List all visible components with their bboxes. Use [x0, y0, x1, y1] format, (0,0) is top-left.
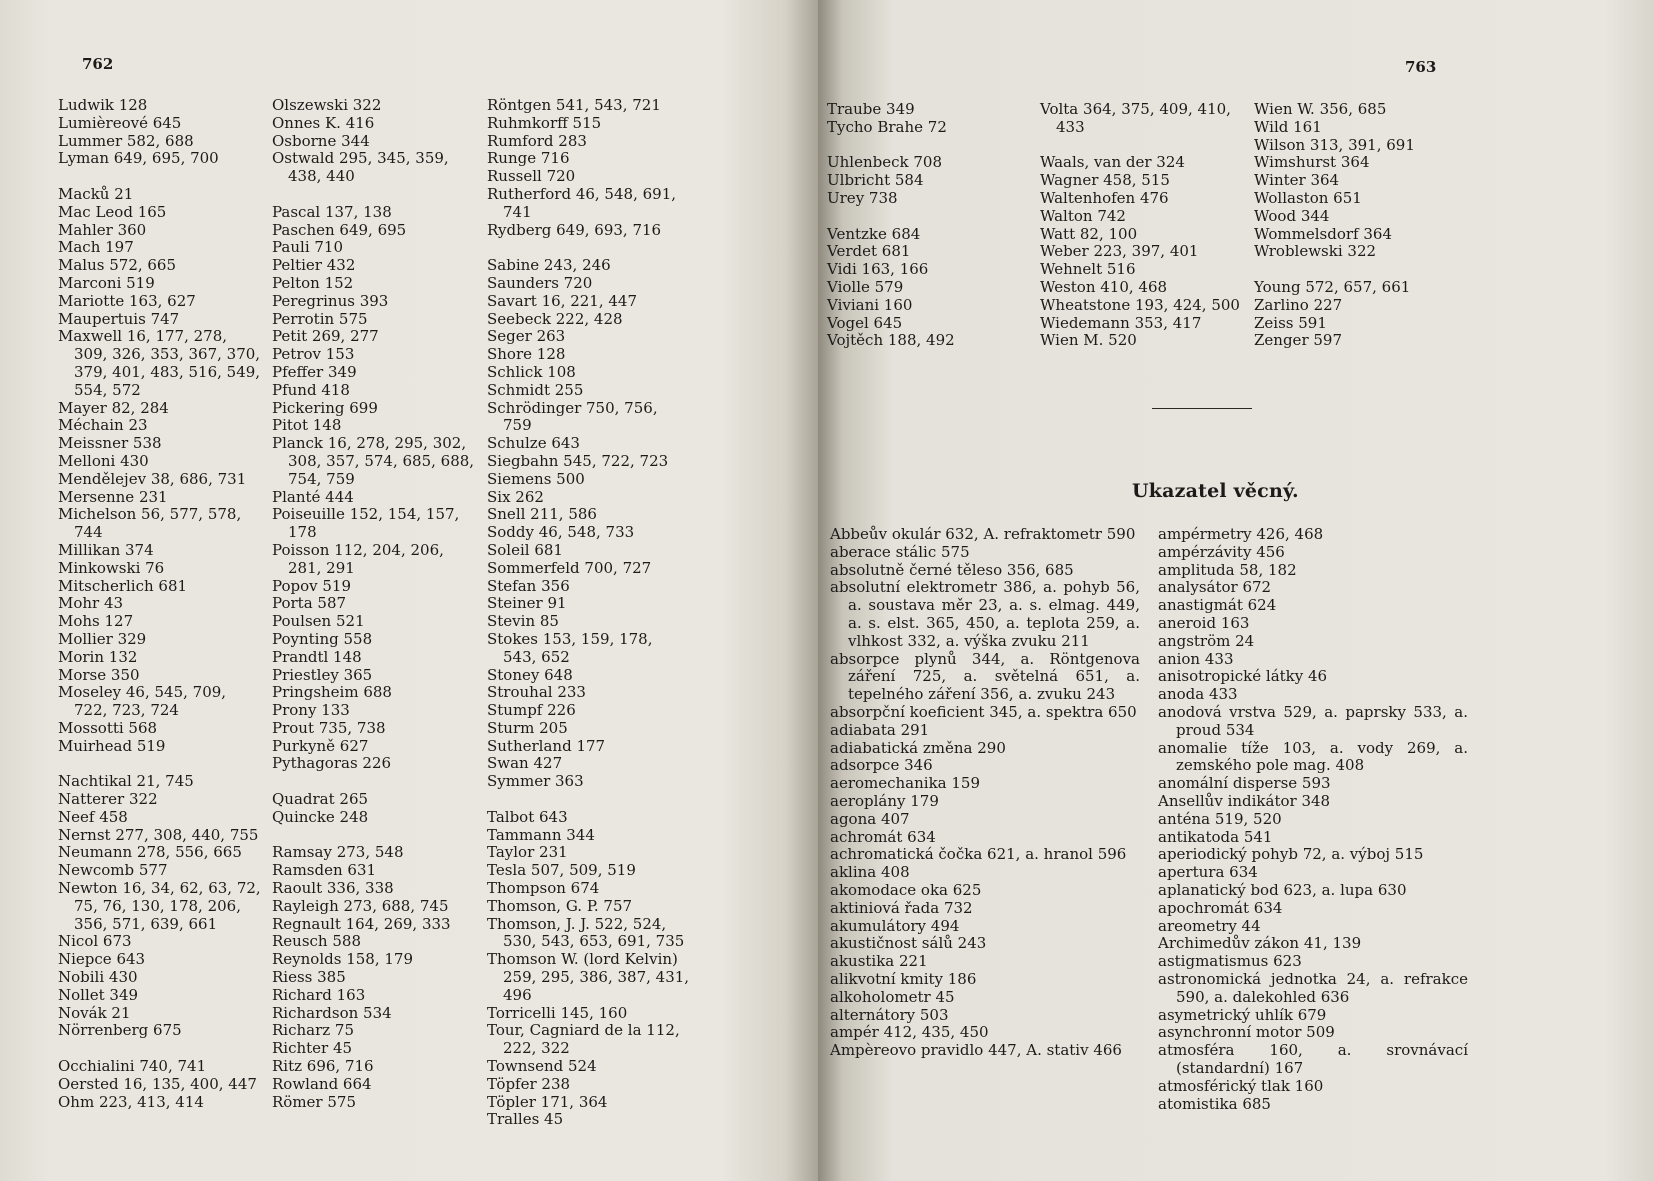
index-entry: Reynolds 158, 179: [272, 950, 413, 969]
index-entry: Ramsay 273, 548: [272, 843, 404, 862]
index-entry: Wilson 313, 391, 691: [1254, 135, 1415, 154]
index-entry: Mayer 82, 284: [58, 398, 169, 417]
index-entry: Siemens 500: [487, 469, 585, 488]
index-entry: anténa 519, 520: [1158, 809, 1282, 828]
index-entry: Young 572, 657, 661: [1254, 277, 1411, 296]
index-entry: Nernst 277, 308, 440, 755: [58, 825, 259, 844]
index-entry: Richter 45: [272, 1039, 353, 1058]
index-entry: Runge 716: [487, 149, 570, 168]
index-entry: Abbeův okulár 632, A. refraktometr 590: [830, 525, 1136, 543]
index-entry: anomalie tíže 103, a. vody 269, a. zemského pole mag. 408: [1158, 738, 1468, 775]
index-entry: Occhialini 740, 741: [58, 1057, 207, 1076]
index-entry: Vogel 645: [827, 313, 903, 332]
index-entry: Richardson 534: [272, 1003, 392, 1022]
index-entry: Mossotti 568: [58, 718, 158, 737]
letter-gap: [1254, 261, 1454, 279]
index-entry: Ramsden 631: [272, 861, 377, 880]
name-index-column-2: [272, 97, 475, 1111]
letter-gap: [827, 137, 1027, 155]
index-entry: Poulsen 521: [272, 612, 365, 631]
index-entry: Mersenne 231: [58, 487, 168, 506]
index-entry: Paschen 649, 695: [272, 220, 407, 239]
index-entry: Weber 223, 397, 401: [1040, 242, 1199, 261]
index-entry: atmosférický tlak 160: [1158, 1076, 1324, 1095]
index-entry: Oersted 16, 135, 400, 447: [58, 1074, 257, 1093]
letter-gap: [487, 791, 690, 809]
index-entry: Töpler 171, 364: [487, 1092, 608, 1111]
index-entry: Verdet 681: [827, 242, 911, 261]
index-entry: Thomson, J. J. 522, 524, 530, 543, 653, 691, 735: [487, 914, 685, 951]
index-entry: Violle 579: [827, 277, 904, 296]
index-entry: Tammann 344: [487, 825, 595, 844]
index-entry: Röntgen 541, 543, 721: [487, 96, 661, 114]
section-divider: [1152, 408, 1252, 409]
index-entry: Russell 720: [487, 167, 576, 186]
page-number-right: 763: [1405, 58, 1437, 76]
index-entry: Vojtěch 188, 492: [827, 331, 955, 350]
index-entry: Zenger 597: [1254, 331, 1343, 350]
letter-gap: [1040, 137, 1242, 155]
index-entry: Newcomb 577: [58, 861, 168, 880]
index-entry: Pitot 148: [272, 416, 342, 435]
index-entry: anastigmát 624: [1158, 596, 1277, 615]
index-entry: Strouhal 233: [487, 683, 586, 702]
index-entry: Onnes K. 416: [272, 113, 375, 132]
index-entry: absolutně černé těleso 356, 685: [830, 560, 1074, 579]
index-entry: Rydberg 649, 693, 716: [487, 220, 662, 239]
index-entry: Swan 427: [487, 754, 563, 773]
index-entry: Priestley 365: [272, 665, 373, 684]
index-entry: Richard 163: [272, 985, 366, 1004]
letter-gap: [58, 168, 261, 186]
index-entry: Rumford 283: [487, 131, 587, 150]
letter-gap: [272, 186, 475, 204]
index-entry: Nörrenberg 675: [58, 1021, 182, 1040]
index-entry: Wimshurst 364: [1254, 153, 1370, 172]
index-entry: alkoholometr 45: [830, 987, 955, 1006]
index-entry: Pauli 710: [272, 238, 344, 257]
index-entry: Thomson, G. P. 757: [487, 896, 633, 915]
index-entry: Traube 349: [827, 100, 915, 118]
index-entry: Pelton 152: [272, 273, 354, 292]
index-entry: achromatická čočka 621, a. hranol 596: [830, 845, 1127, 864]
index-entry: adiabatická změna 290: [830, 738, 1006, 757]
index-entry: Volta 364, 375, 409, 410, 433: [1040, 100, 1231, 136]
index-entry: Savart 16, 221, 447: [487, 291, 638, 310]
subject-index-column-1: [830, 526, 1140, 1060]
index-entry: absorpční koeficient 345, a. spektra 650: [830, 702, 1137, 721]
index-entry: Mollier 329: [58, 629, 147, 648]
index-entry: Popov 519: [272, 576, 352, 595]
index-entry: Natterer 322: [58, 790, 158, 809]
index-entry: Raoult 336, 338: [272, 879, 394, 898]
index-entry: Prony 133: [272, 701, 350, 720]
index-entry: Meissner 538: [58, 434, 162, 453]
index-entry: aplanatický bod 623, a. lupa 630: [1158, 880, 1407, 899]
index-entry: Zeiss 591: [1254, 313, 1327, 332]
index-entry: Steiner 91: [487, 594, 567, 613]
index-entry: Méchain 23: [58, 416, 148, 435]
left-page: [0, 0, 818, 1181]
index-entry: Petit 269, 277: [272, 327, 379, 346]
subject-index-column-2: [1158, 526, 1468, 1113]
letter-gap: [272, 827, 475, 845]
index-entry: Wehnelt 516: [1040, 260, 1136, 279]
index-entry: Ritz 696, 716: [272, 1057, 374, 1076]
index-entry: Pfeffer 349: [272, 362, 357, 381]
index-entry: Wild 161: [1254, 117, 1322, 136]
index-entry: Archimedův zákon 41, 139: [1158, 934, 1362, 953]
index-entry: Michelson 56, 577, 578, 744: [58, 505, 242, 542]
index-entry: Töpfer 238: [487, 1074, 571, 1093]
index-entry: Planté 444: [272, 487, 354, 506]
index-entry: Ampèreovo pravidlo 447, A. stativ 466: [830, 1041, 1122, 1060]
index-entry: Thompson 674: [487, 879, 600, 898]
index-entry: Tour, Cagniard de la 112, 222, 322: [487, 1021, 680, 1058]
index-entry: aperiodický pohyb 72, a. výboj 515: [1158, 845, 1424, 864]
index-entry: Shore 128: [487, 345, 566, 364]
index-entry: Regnault 164, 269, 333: [272, 914, 451, 933]
index-entry: Osborne 344: [272, 131, 370, 150]
name-index-column-1: [58, 97, 261, 1111]
index-entry: aeroplány 179: [830, 791, 939, 810]
index-entry: Seger 263: [487, 327, 566, 346]
index-entry: Viviani 160: [827, 295, 913, 314]
index-entry: Tesla 507, 509, 519: [487, 861, 636, 880]
index-entry: Maupertuis 747: [58, 309, 180, 328]
index-entry: anodová vrstva 529, a. paprsky 533, a. proud 534: [1158, 702, 1468, 739]
index-entry: Weston 410, 468: [1040, 277, 1168, 296]
index-entry: Wien M. 520: [1040, 331, 1137, 350]
index-entry: Tralles 45: [487, 1110, 564, 1129]
index-entry: Soleil 681: [487, 540, 563, 559]
index-entry: Lummer 582, 688: [58, 131, 194, 150]
index-entry: Richarz 75: [272, 1021, 355, 1040]
index-entry: Nobili 430: [58, 968, 138, 987]
index-entry: Rayleigh 273, 688, 745: [272, 896, 449, 915]
index-entry: anisotropické látky 46: [1158, 667, 1328, 686]
index-entry: Pythagoras 226: [272, 754, 392, 773]
index-entry: Niepce 643: [58, 950, 146, 969]
index-entry: Melloni 430: [58, 451, 149, 470]
index-entry: Zarlino 227: [1254, 295, 1343, 314]
index-entry: Saunders 720: [487, 273, 593, 292]
index-entry: atmosféra 160, a. srovnávací (standardní) 167: [1158, 1041, 1468, 1077]
name-index-column-5: [1040, 101, 1242, 350]
index-entry: Tycho Brahe 72: [827, 117, 947, 136]
index-entry: Mahler 360: [58, 220, 147, 239]
index-entry: anomální disperse 593: [1158, 774, 1331, 793]
index-entry: ampérmetry 426, 468: [1158, 525, 1324, 543]
index-entry: anion 433: [1158, 649, 1234, 668]
index-entry: Waals, van der 324: [1040, 153, 1185, 172]
index-entry: aeromechanika 159: [830, 774, 981, 793]
index-entry: Sturm 205: [487, 718, 568, 737]
index-entry: Ostwald 295, 345, 359, 438, 440: [272, 149, 449, 186]
index-entry: Schulze 643: [487, 434, 580, 453]
index-entry: Stumpf 226: [487, 701, 576, 720]
index-entry: Pascal 137, 138: [272, 202, 392, 221]
index-entry: agona 407: [830, 809, 910, 828]
index-entry: analysátor 672: [1158, 578, 1272, 597]
index-entry: Prout 735, 738: [272, 718, 386, 737]
letter-gap: [58, 1040, 261, 1058]
index-entry: Wien W. 356, 685: [1254, 100, 1387, 118]
index-entry: Novák 21: [58, 1003, 131, 1022]
index-entry: atomistika 685: [1158, 1094, 1271, 1113]
index-entry: Muirhead 519: [58, 736, 166, 755]
index-entry: Maxwell 16, 177, 278, 309, 326, 353, 367, 370, 379, 401, 483, 516, 549, 554, 572: [58, 327, 261, 399]
index-entry: apochromát 634: [1158, 898, 1283, 917]
index-entry: Macků 21: [58, 184, 134, 203]
letter-gap: [58, 755, 261, 773]
index-entry: ampérzávity 456: [1158, 542, 1285, 561]
index-entry: Newton 16, 34, 62, 63, 72, 75, 76, 130, 178, 206, 356, 571, 639, 661: [58, 879, 261, 933]
index-entry: Porta 587: [272, 594, 347, 613]
index-entry: Vidi 163, 166: [827, 260, 929, 279]
index-entry: Mach 197: [58, 238, 134, 257]
index-entry: Morin 132: [58, 647, 138, 666]
index-entry: akumulátory 494: [830, 916, 960, 935]
index-entry: angström 24: [1158, 631, 1255, 650]
index-entry: Uhlenbeck 708: [827, 153, 943, 172]
index-entry: Talbot 643: [487, 807, 568, 826]
index-entry: Wiedemann 353, 417: [1040, 313, 1202, 332]
index-entry: Peregrinus 393: [272, 291, 389, 310]
index-entry: Schmidt 255: [487, 380, 584, 399]
index-entry: Rowland 664: [272, 1074, 372, 1093]
index-entry: Prandtl 148: [272, 647, 362, 666]
index-entry: Schlick 108: [487, 362, 576, 381]
index-entry: Purkyně 627: [272, 736, 369, 755]
index-entry: Stokes 153, 159, 178, 543, 652: [487, 629, 653, 666]
right-page: [818, 0, 1654, 1181]
index-entry: Ohm 223, 413, 414: [58, 1092, 204, 1111]
index-entry: Schrödinger 750, 756, 759: [487, 398, 658, 435]
index-entry: Wroblewski 322: [1254, 242, 1377, 261]
index-entry: Wommelsdorf 364: [1254, 224, 1393, 243]
index-entry: Neef 458: [58, 807, 128, 826]
index-entry: Petrov 153: [272, 345, 355, 364]
index-entry: Pfund 418: [272, 380, 350, 399]
index-entry: Nollet 349: [58, 985, 139, 1004]
index-entry: Soddy 46, 548, 733: [487, 523, 635, 542]
index-entry: Wagner 458, 515: [1040, 171, 1170, 190]
index-entry: adsorpce 346: [830, 756, 933, 775]
index-entry: astronomická jednotka 24, a. refrakce 590, a. dalekohled 636: [1158, 969, 1468, 1006]
index-entry: Peltier 432: [272, 256, 356, 275]
index-entry: Taylor 231: [487, 843, 568, 862]
index-entry: areometry 44: [1158, 916, 1261, 935]
index-entry: Mac Leod 165: [58, 202, 167, 221]
index-entry: amplituda 58, 182: [1158, 560, 1297, 579]
index-entry: Malus 572, 665: [58, 256, 177, 275]
name-index-column-3: [487, 97, 690, 1129]
page-number-left: 762: [82, 55, 114, 73]
index-entry: aberace stálic 575: [830, 542, 970, 561]
index-entry: aklina 408: [830, 863, 910, 882]
index-entry: Ulbricht 584: [827, 171, 924, 190]
index-entry: Watt 82, 100: [1040, 224, 1138, 243]
index-entry: asynchronní motor 509: [1158, 1023, 1335, 1042]
index-entry: Neumann 278, 556, 665: [58, 843, 242, 862]
index-entry: akomodace oka 625: [830, 880, 982, 899]
index-entry: Walton 742: [1040, 206, 1126, 225]
index-entry: Poiseuille 152, 154, 157, 178: [272, 505, 460, 542]
index-entry: akustičnost sálů 243: [830, 934, 987, 953]
index-entry: Six 262: [487, 487, 544, 506]
letter-gap: [487, 239, 690, 257]
index-entry: Wheatstone 193, 424, 500: [1040, 295, 1240, 314]
index-entry: Waltenhofen 476: [1040, 188, 1169, 207]
index-entry: alternátory 503: [830, 1005, 949, 1024]
index-entry: Millikan 374: [58, 540, 154, 559]
index-entry: Riess 385: [272, 968, 346, 987]
index-entry: astigmatismus 623: [1158, 952, 1302, 971]
index-entry: Olszewski 322: [272, 96, 382, 114]
index-entry: Reusch 588: [272, 932, 361, 951]
index-entry: Seebeck 222, 428: [487, 309, 623, 328]
name-index-column-6: [1254, 101, 1454, 350]
index-entry: Thomson W. (lord Kelvin) 259, 295, 386, 387, 431, 496: [487, 950, 690, 1004]
index-entry: aneroid 163: [1158, 613, 1250, 632]
index-entry: Ludwik 128: [58, 96, 148, 114]
index-entry: Ruhmkorff 515: [487, 113, 602, 132]
index-entry: Nachtikal 21, 745: [58, 772, 194, 791]
index-entry: Moseley 46, 545, 709, 722, 723, 724: [58, 683, 227, 720]
index-entry: Mohr 43: [58, 594, 124, 613]
index-entry: Lyman 649, 695, 700: [58, 149, 219, 168]
index-entry: antikatoda 541: [1158, 827, 1273, 846]
index-entry: Quadrat 265: [272, 790, 369, 809]
index-entry: Stoney 648: [487, 665, 573, 684]
index-entry: absorpce plynů 344, a. Röntgenova záření 725, a. světelná 651, a. tepelného záření 356, a. zvuku 243: [830, 649, 1140, 704]
index-entry: Winter 364: [1254, 171, 1340, 190]
index-entry: Mariotte 163, 627: [58, 291, 196, 310]
index-entry: akustika 221: [830, 952, 928, 971]
index-entry: adiabata 291: [830, 720, 930, 739]
index-entry: Mendělejev 38, 686, 731: [58, 469, 247, 488]
section-title: Ukazatel věcný.: [1132, 480, 1299, 502]
index-entry: Poynting 558: [272, 629, 373, 648]
index-entry: Minkowski 76: [58, 558, 165, 577]
index-entry: Nicol 673: [58, 932, 132, 951]
index-entry: Ventzke 684: [827, 224, 921, 243]
index-entry: alikvotní kmity 186: [830, 969, 977, 988]
index-entry: Sutherland 177: [487, 736, 606, 755]
index-entry: anoda 433: [1158, 685, 1238, 704]
index-entry: Perrotin 575: [272, 309, 368, 328]
index-entry: Stefan 356: [487, 576, 570, 595]
index-entry: Urey 738: [827, 188, 898, 207]
index-entry: Siegbahn 545, 722, 723: [487, 451, 669, 470]
index-entry: Rutherford 46, 548, 691, 741: [487, 184, 677, 221]
index-entry: Sabine 243, 246: [487, 256, 611, 275]
index-entry: Symmer 363: [487, 772, 584, 791]
index-entry: aktiniová řada 732: [830, 898, 973, 917]
index-entry: Pringsheim 688: [272, 683, 392, 702]
index-entry: achromát 634: [830, 827, 936, 846]
index-entry: Wollaston 651: [1254, 188, 1362, 207]
index-entry: Snell 211, 586: [487, 505, 597, 524]
letter-gap: [272, 773, 475, 791]
index-entry: Marconi 519: [58, 273, 155, 292]
index-entry: Sommerfeld 700, 727: [487, 558, 652, 577]
index-entry: Wood 344: [1254, 206, 1330, 225]
index-entry: Planck 16, 278, 295, 302, 308, 357, 574, 685, 688, 754, 759: [272, 434, 475, 488]
index-entry: Poisson 112, 204, 206, 281, 291: [272, 540, 444, 577]
index-entry: Townsend 524: [487, 1057, 597, 1076]
index-entry: Mitscherlich 681: [58, 576, 188, 595]
index-entry: Pickering 699: [272, 398, 378, 417]
name-index-column-4: [827, 101, 1027, 350]
index-entry: Stevin 85: [487, 612, 559, 631]
index-entry: Ansellův indikátor 348: [1158, 791, 1331, 810]
index-entry: absolutní elektrometr 386, a. pohyb 56, a. soustava měr 23, a. s. elmag. 449, a. s. elst. 365, 450, a. teplota 259, a. vlhkost 332, a. výška zvuku 211: [830, 578, 1140, 650]
index-entry: apertura 634: [1158, 863, 1258, 882]
index-entry: Lumièreové 645: [58, 113, 182, 132]
index-entry: Quincke 248: [272, 807, 369, 826]
index-entry: Römer 575: [272, 1092, 356, 1111]
index-entry: ampér 412, 435, 450: [830, 1023, 989, 1042]
index-entry: asymetrický uhlík 679: [1158, 1005, 1327, 1024]
letter-gap: [827, 208, 1027, 226]
index-entry: Torricelli 145, 160: [487, 1003, 628, 1022]
index-entry: Mohs 127: [58, 612, 134, 631]
index-entry: Morse 350: [58, 665, 140, 684]
